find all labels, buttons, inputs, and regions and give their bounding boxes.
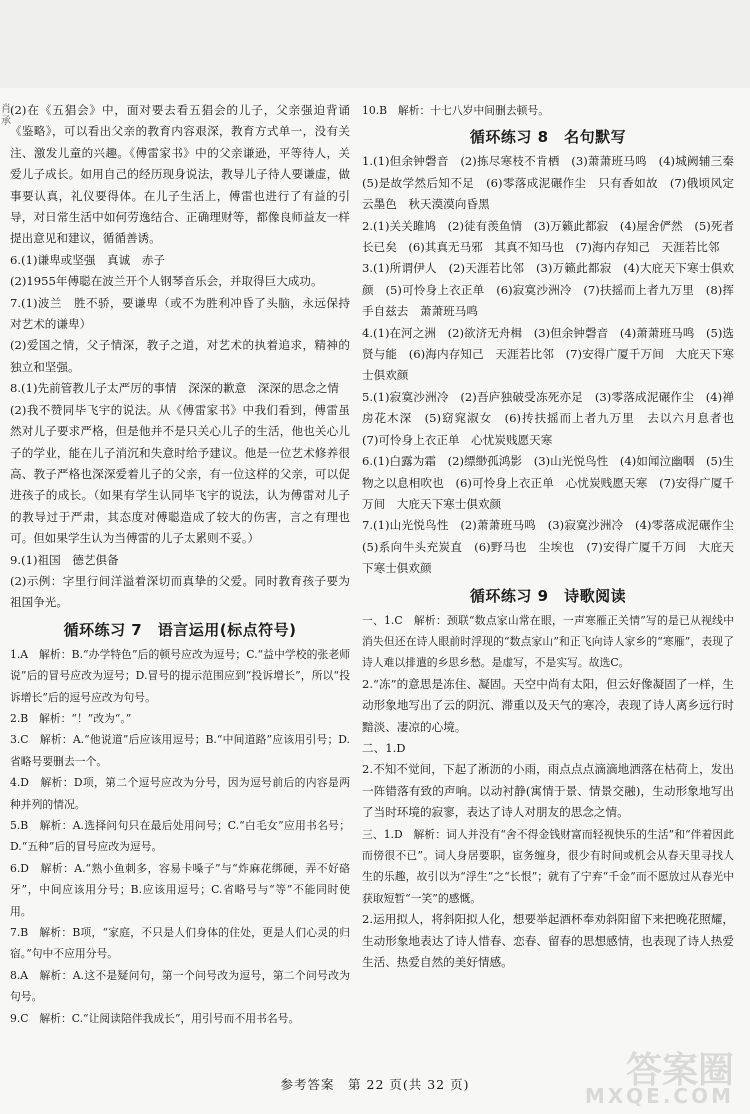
answer-paragraph: 2.运用拟人，将斜阳拟人化，想要举起酒杯奉劝斜阳留下来把晚花照耀，生动形象地表达了诗人惜春、恋春、留春的思想感情，也表现了诗人热爱生活、热爱自然的美好情感。 xyxy=(362,912,734,970)
watermark-logo xyxy=(584,1042,742,1108)
answer-paragraph: (2)爱国之情，父子情深，教子之道，对艺术的执着追求，精神的独立和坚强。 xyxy=(10,338,350,374)
right-column xyxy=(362,100,746,973)
answer-paragraph: 8.(1)先前管教儿子太严厉的事情 深深的歉意 深深的思念之情 xyxy=(10,381,339,396)
answer-explanation: 5.B 解析：A.选择问句只在最后处用问号；C.“白毛女”应用书名号；D.“五种”后的冒号应改为逗号。 xyxy=(10,819,350,854)
answer-paragraph: (2)示例：字里行间洋溢着深切而真挚的父爱。同时教育孩子要为祖国争光。 xyxy=(10,573,350,610)
answer-paragraph: (2)1955年傅聪在波兰开个人钢琴音乐会，并取得巨大成功。 xyxy=(10,274,323,289)
section-heading: 循环练习 8 名句默写 xyxy=(469,128,627,147)
answer-explanation: 9.C 解析：C.“让阅读陪伴我成长”，用引号而不用书名号。 xyxy=(10,1011,300,1025)
answer-explanation: 三、1.D 解析：词人并没有“舍不得金钱财富而轻视快乐的生活”和“伴着因此而傍很不已”。词人身居要职，宦务缠身，很少有时间或机会从春天里寻找人生的乐趣，故引以为“浮生”之“长恨”；就有了宁弃“千金”而不愿放过从春光中获取短暂“一笑”的感慨。 xyxy=(362,827,734,905)
binding-edge-fragment: 肖 承 xyxy=(1,104,11,127)
answer-explanation: 一、1.C 解析：颈联“数点家山常在眼，一声寒雁正关情”写的是已从视线中消失但还在诗人眼前时浮现的“数点家山”和正飞向诗人家乡的“寒雁”，表现了诗人难以排遣的乡思乡愁。是虚写，不是实写。故选C。 xyxy=(362,613,734,670)
answer-explanation: 1.A 解析：B.“办学特色”后的顿号应改为逗号；C.“益中学校的张老师说”后的冒号应改为逗号；D.冒号的提示范围应到“投诉增长”，所以“投诉增长”后的逗号应改为句号。 xyxy=(10,647,350,704)
answer-paragraph: 7.(1)山光悦鸟性 (2)萧萧班马鸣 (3)寂寞沙洲冷 (4)零落成泥碾作尘 (5)系向牛头充炭直 (6)野马也 尘埃也 (7)安得广厦千万间 大庇天下寒士俱欢颜 xyxy=(362,518,746,576)
left-column xyxy=(10,100,350,1029)
answer-paragraph: 9.(1)祖国 德艺俱备 xyxy=(10,552,119,567)
answer-paragraph: (2)在《五猖会》中，面对要去看五猖会的儿子，父亲强迫背诵《鉴略》，可以看出父亲的教育内容艰深，教育方式单一，没有关注、激发儿童的兴趣。《傅雷家书》中的父亲谦逊，平等待人，关爱儿子成长。如用自己的经历现身说法，教导儿子待人要谦虚，做事要认真，礼仪要得体。在儿子生活上，傅雷也进行了有益的引导，对日常生活中如何劳逸结合、正确理财等，都像良师益友一样提出意见和建议，循循善诱。 xyxy=(10,103,350,246)
answer-explanation: 3.C 解析：A.“他说道”后应该用逗号；B.“中间道路”应该用引号；D.省略号要删去一个。 xyxy=(10,733,350,768)
page-footer: 参考答案 第 22 页(共 32 页) xyxy=(280,1077,470,1092)
answer-paragraph: 1.(1)但余钟磬音 (2)拣尽寒枝不肯栖 (3)萧萧班马鸣 (4)城阙辅三秦 (5)是故学然后知不足 (6)零落成泥碾作尘 只有香如故 (7)俄顷风定云墨色 秋天漠漠向昏黑 xyxy=(362,154,746,212)
answer-paragraph: 6.(1)谦卑或坚强 真诚 赤子 xyxy=(10,252,166,267)
answer-explanation: 4.D 解析：D项，第二个逗号应改为分号，因为逗号前后的内容是两种并列的情况。 xyxy=(10,776,350,811)
answer-explanation: 2.B 解析：“！”改为“。” xyxy=(10,711,132,725)
answer-paragraph: 2.“冻”的意思是冻住、凝固。天空中尚有太阳，但云好像凝固了一样，生动形象地写出了云的阴沉、滞重以及天气的寒冷，表现了诗人离乡远行时黯淡、凄凉的心境。 xyxy=(362,676,734,734)
answer-paragraph: 6.(1)白露为霜 (2)缥缈孤鸿影 (3)山光悦鸟性 (4)如闻泣幽咽 (5)生物之以息相吹也 (6)可怜身上衣正单 心忧炭贱愿天寒 (7)安得广厦千万间 大庇天下寒士俱欢颜 xyxy=(362,454,734,511)
answer-paragraph: (2)我不赞同毕飞宇的说法。从《傅雷家书》中我们看到，傅雷虽然对儿子要求严格，但是他并不是只关心儿子的生活，他也关心儿子的学业，能在儿子消沉和失意时给予建议。他是一位艺术修养很高、教子严格也深深爱着儿子的父亲，有一位这样的父亲，可以促进孩子的成长。（如果有学生认同毕飞宇的说法，认为傅雷对儿子的教导过于严肃，其态度对傅聪造成了较大的伤害，言之有理也可。但如果学生认为当傅雷的儿子太累则不妥。） xyxy=(10,402,350,546)
answer-explanation: 10.B 解析：十七八岁中间删去顿号。 xyxy=(362,104,550,117)
watermark-text: 答案圈 xyxy=(625,1050,734,1091)
answer-paragraph: 4.(1)在河之洲 (2)欲济无舟楫 (3)但余钟磬音 (4)萧萧班马鸣 (5)选贤与能 (6)海内存知己 天涯若比邻 (7)安得广厦千万间 大庇天下寒士俱欢颜 xyxy=(362,325,734,383)
answer-explanation: 8.A 解析：A.这不是疑问句，第一个问号改为逗号，第二个问号改为句号。 xyxy=(10,968,350,1004)
section-heading: 循环练习 7 语言运用(标点符号) xyxy=(63,620,297,639)
answer-paragraph: 5.(1)寂寞沙洲冷 (2)吾庐独破受冻死亦足 (3)零落成泥碾作尘 (4)禅房花木深 (5)窈窕淑女 (6)抟扶摇而上者九万里 去以六月息者也 (7)可怜身上衣正单 心忧炭贱愿天寒 xyxy=(362,389,746,447)
answer-paragraph: 2.不知不觉间，下起了淅沥的小雨，雨点点点滴滴地洒落在枯荷上，发出一阵错落有致的声响。以动衬静(寓情于景、情景交融)，生动形象地写出了当时环境的寂寥，表达了诗人对朋友的思念之情。 xyxy=(362,762,734,820)
answer-paragraph: 7.(1)波兰 胜不骄，要谦卑（或不为胜利冲昏了头脑，永远保持对艺术的谦卑） xyxy=(10,295,350,332)
answer-explanation: 7.B 解析：B项，“家庭，不只是人们身体的住处，更是人们心灵的归宿。”句中不应用分号。 xyxy=(10,926,350,961)
answer-explanation: 6.D 解析：A.“熟小鱼刺多，容易卡嗓子”与“炸麻花绑硬，弄不好硌牙”，中间应该用分号；B.应该用逗号；C.省略号与“等”不能同时使用。 xyxy=(10,861,350,918)
section-heading: 循环练习 9 诗歌阅读 xyxy=(469,586,627,605)
watermark-url: MXQE.COM xyxy=(584,1084,734,1108)
scan-top-band xyxy=(0,0,750,88)
answer-paragraph: 3.(1)所谓伊人 (2)天涯若比邻 (3)万籁此都寂 (4)大庇天下寒士俱欢颜 (5)可怜身上衣正单 (6)寂寞沙洲冷 (7)扶摇而上者九万里 (8)挥手自兹去 萧萧班马鸣 xyxy=(362,261,734,319)
answer-paragraph: 二、1.D xyxy=(362,740,406,755)
answer-paragraph: 2.(1)关关雎鸠 (2)徒有羡鱼情 (3)万籁此都寂 (4)屋舍俨然 (5)死者长已矣 (6)其真无马邪 其真不知马也 (7)海内存知己 天涯若比邻 xyxy=(362,218,734,255)
